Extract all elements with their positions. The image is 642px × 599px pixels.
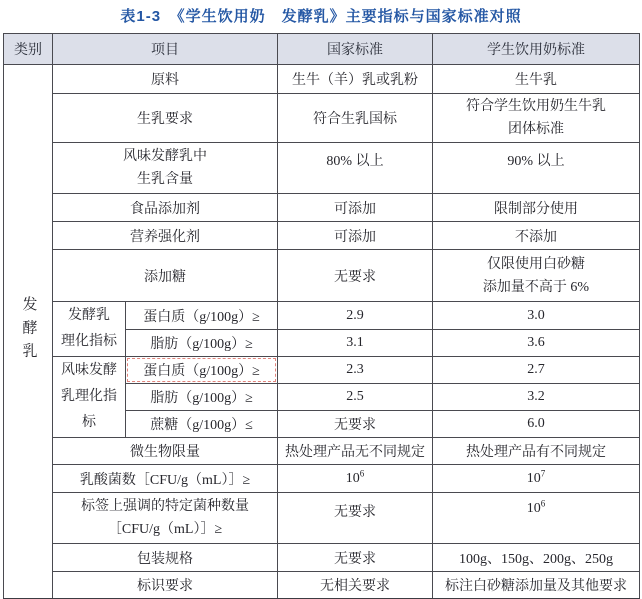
value-exponent: 6 bbox=[359, 467, 365, 478]
cell-national: 2.5 bbox=[278, 384, 433, 411]
cell-item bbox=[53, 143, 278, 194]
cell-student bbox=[433, 94, 640, 143]
table-row bbox=[4, 465, 640, 493]
cell-group-line: 理化指标 bbox=[61, 334, 117, 349]
cell-item: 蔗糖（g/100g）≤ bbox=[126, 411, 278, 438]
cell-national: 无要求 bbox=[278, 411, 433, 438]
header-item: 项目 bbox=[53, 34, 278, 65]
cell-student bbox=[433, 250, 640, 302]
cell-national: 无要求 bbox=[278, 250, 433, 302]
cell-group-line: 乳理化指 bbox=[61, 389, 117, 404]
table-row bbox=[4, 94, 640, 143]
cell-student: 3.0 bbox=[433, 302, 640, 330]
cell-national: 3.1 bbox=[278, 330, 433, 357]
cell-group-line: 风味发酵 bbox=[61, 363, 117, 378]
cell-item: 包装规格 bbox=[53, 544, 278, 572]
table-row bbox=[4, 143, 640, 194]
value-base: 10 bbox=[526, 501, 541, 516]
cell-item-line: ［CFU/g（mL）］≥ bbox=[107, 522, 223, 537]
cell-student: 不添加 bbox=[433, 222, 640, 250]
cell-national: 可添加 bbox=[278, 194, 433, 222]
cell-item: 脂肪（g/100g）≥ bbox=[126, 384, 278, 411]
table-row bbox=[4, 302, 640, 330]
cell-national: 无要求 bbox=[278, 493, 433, 544]
cell-national: 可添加 bbox=[278, 222, 433, 250]
header-student: 学生饮用奶标准 bbox=[433, 34, 640, 65]
cell-item: 脂肪（g/100g）≥ bbox=[126, 330, 278, 357]
header-category: 类别 bbox=[4, 34, 53, 65]
category-label: 发酵乳 bbox=[20, 296, 37, 367]
cell-student-line: 仅限使用白砂糖 bbox=[487, 256, 585, 272]
cell-item-line: 标签上强调的特定菌种数量 bbox=[81, 499, 249, 514]
header-national: 国家标准 bbox=[278, 34, 433, 65]
header-row bbox=[4, 34, 640, 65]
table-row bbox=[4, 544, 640, 572]
cell-group bbox=[53, 302, 126, 357]
cell-student: 生牛乳 bbox=[433, 65, 640, 94]
table-title: 表1-3 《学生饮用奶 发酵乳》主要指标与国家标准对照 bbox=[120, 8, 522, 25]
cell-item: 添加糖 bbox=[53, 250, 278, 302]
cell-student bbox=[433, 493, 640, 544]
cell-item: 乳酸菌数［CFU/g（mL）］≥ bbox=[53, 465, 278, 493]
cell-national: 2.3 bbox=[278, 357, 433, 384]
category-cell bbox=[4, 65, 53, 599]
cell-student-line: 团体标准 bbox=[508, 122, 564, 137]
cell-national: 生牛（羊）乳或乳粉 bbox=[278, 65, 433, 94]
cell-item: 蛋白质（g/100g）≥ bbox=[126, 302, 278, 330]
cell-item: 食品添加剂 bbox=[53, 194, 278, 222]
cell-group-line: 发酵乳 bbox=[68, 308, 110, 323]
cell-student: 3.6 bbox=[433, 330, 640, 357]
cell-item: 营养强化剂 bbox=[53, 222, 278, 250]
table-row bbox=[4, 222, 640, 250]
cell-student: 100g、150g、200g、250g bbox=[433, 544, 640, 572]
cell-student: 限制部分使用 bbox=[433, 194, 640, 222]
table-row bbox=[4, 357, 640, 384]
cell-student: 6.0 bbox=[433, 411, 640, 438]
cell-student: 标注白砂糖添加量及其他要求 bbox=[433, 572, 640, 599]
cell-national: 80% 以上 bbox=[278, 143, 433, 194]
cell-national bbox=[278, 465, 433, 493]
cell-item-line: 生乳含量 bbox=[137, 172, 193, 187]
cell-item: 标识要求 bbox=[53, 572, 278, 599]
cell-national: 符合生乳国标 bbox=[278, 94, 433, 143]
value-exponent: 6 bbox=[540, 498, 546, 509]
table-row bbox=[4, 493, 640, 544]
comparison-table bbox=[3, 33, 640, 599]
cell-item: 原料 bbox=[53, 65, 278, 94]
cell-student-line: 添加量不高于 6% bbox=[482, 279, 590, 295]
cell-national: 无要求 bbox=[278, 544, 433, 572]
table-row bbox=[4, 194, 640, 222]
cell-item: 生乳要求 bbox=[53, 94, 278, 143]
table-row bbox=[4, 572, 640, 599]
cell-national: 无相关要求 bbox=[278, 572, 433, 599]
cell-student: 3.2 bbox=[433, 384, 640, 411]
cell-national: 2.9 bbox=[278, 302, 433, 330]
cell-item-highlighted: 蛋白质（g/100g）≥ bbox=[126, 357, 278, 384]
cell-student: 热处理产品有不同规定 bbox=[433, 438, 640, 465]
cell-student-line: 符合学生饮用奶生牛乳 bbox=[466, 99, 606, 114]
cell-group bbox=[53, 357, 126, 438]
cell-item: 微生物限量 bbox=[53, 438, 278, 465]
cell-item-line: 风味发酵乳中 bbox=[123, 149, 207, 164]
value-exponent: 7 bbox=[540, 467, 546, 478]
table-row bbox=[4, 65, 640, 94]
cell-student bbox=[433, 465, 640, 493]
cell-national: 热处理产品无不同规定 bbox=[278, 438, 433, 465]
cell-student: 2.7 bbox=[433, 357, 640, 384]
value-base: 10 bbox=[345, 470, 360, 486]
cell-student: 90% 以上 bbox=[433, 143, 640, 194]
table-row bbox=[4, 250, 640, 302]
cell-group-line: 标 bbox=[82, 415, 96, 430]
cell-item bbox=[53, 493, 278, 544]
table-row bbox=[4, 438, 640, 465]
value-base: 10 bbox=[526, 470, 541, 486]
